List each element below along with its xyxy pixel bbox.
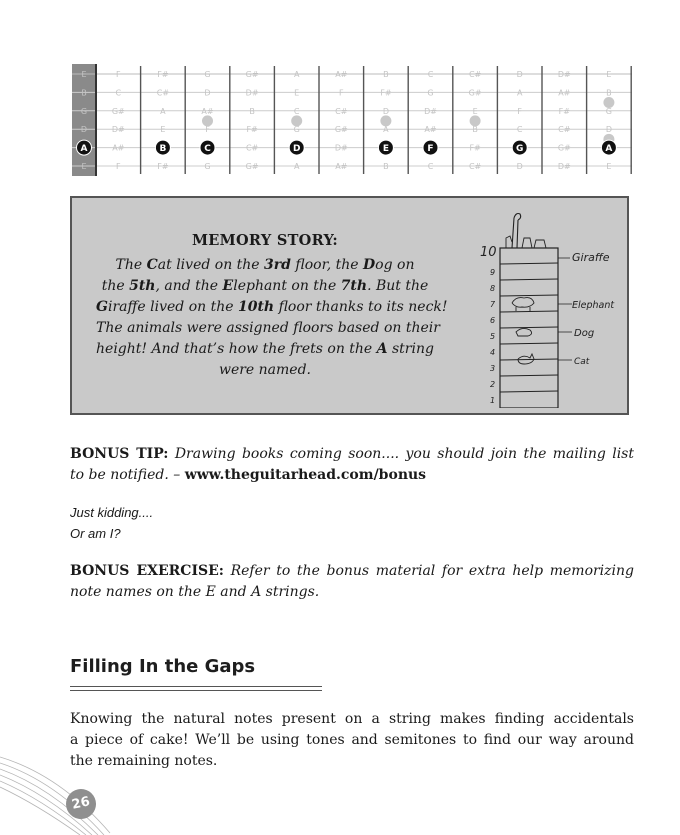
fret-note-label: F bbox=[205, 125, 210, 135]
fret-note-label: C bbox=[516, 125, 523, 135]
open-string-label: G bbox=[80, 106, 88, 116]
fret-note-label: C bbox=[293, 106, 300, 116]
memory-story-line: The Cat lived on the 3rd floor, the Dog on bbox=[115, 257, 415, 273]
fret-note-label: D# bbox=[424, 106, 437, 116]
fret-note-label: F bbox=[115, 162, 121, 171]
fret-note-label: G bbox=[204, 70, 211, 79]
open-string-label: E bbox=[81, 162, 87, 171]
fret-note-label: E bbox=[294, 88, 300, 98]
natural-note-label: G bbox=[516, 143, 524, 154]
bonus-exercise-paragraph bbox=[70, 561, 634, 603]
section-paragraph bbox=[70, 709, 634, 772]
floor-number-label: 10 bbox=[480, 245, 497, 260]
floor-number-label: 8 bbox=[490, 284, 496, 293]
bonus-tip-paragraph bbox=[70, 444, 634, 486]
section-heading: Filling In the Gaps bbox=[70, 656, 256, 677]
fret-note-label: D bbox=[516, 70, 523, 79]
fret-note-label: D# bbox=[334, 143, 348, 153]
fret-note-label: G# bbox=[245, 162, 259, 171]
bonus-exercise-text-line1: Refer to the bonus material for extra help memorizing bbox=[230, 563, 634, 579]
memory-story-line: height! And that’s how the frets on the A string bbox=[96, 341, 434, 357]
bonus-url-link[interactable]: www.theguitarhead.com/bonus bbox=[184, 467, 427, 483]
dog-label: Dog bbox=[574, 328, 595, 339]
memory-story-line: Giraffe lived on the 10th floor thanks to its neck! bbox=[96, 299, 448, 315]
fret-note-label: G bbox=[427, 88, 434, 98]
building-floor-line bbox=[500, 391, 558, 392]
bonus-tip-text-line1: Drawing books coming soon.... you should join the mailing list bbox=[174, 446, 634, 462]
bonus-exercise-label: BONUS EXERCISE: bbox=[70, 563, 224, 579]
fret-note-label: F# bbox=[157, 162, 169, 171]
fret-note-label: D bbox=[382, 106, 389, 116]
fret-note-label: E bbox=[160, 125, 166, 135]
natural-note-label: A bbox=[80, 143, 88, 154]
fret-note-label: D# bbox=[245, 88, 259, 98]
fret-note-label: E bbox=[606, 162, 612, 171]
floor-number-label: 4 bbox=[490, 348, 496, 357]
fret-note-label: E bbox=[606, 70, 612, 79]
fret-note-label: C# bbox=[468, 70, 482, 79]
fret-note-label: C# bbox=[558, 125, 571, 135]
fret-note-label: G# bbox=[557, 143, 571, 153]
section-para-line2: a piece of cake! We’ll be using tones and semitones to find our way around bbox=[70, 732, 634, 748]
fret-note-label: B bbox=[606, 88, 612, 98]
fret-note-label: D# bbox=[557, 162, 571, 171]
fret-note-label: G bbox=[605, 106, 613, 116]
bonus-tip-label: BONUS TIP: bbox=[70, 446, 169, 462]
floor-number-label: 9 bbox=[490, 268, 496, 277]
floor-number-label: 1 bbox=[490, 396, 496, 405]
fret-note-label: G bbox=[293, 125, 300, 135]
cat-label: Cat bbox=[574, 357, 590, 367]
fret-note-label: D bbox=[605, 125, 612, 135]
fret-note-label: D bbox=[204, 88, 211, 98]
fret-note-label: A# bbox=[112, 143, 125, 153]
fret-note-label: C bbox=[115, 88, 122, 98]
fret-note-label: G# bbox=[111, 106, 125, 116]
fret-note-label: C bbox=[427, 70, 434, 79]
fret-note-label: C# bbox=[156, 88, 170, 98]
building-floor-line bbox=[500, 263, 558, 264]
fret-note-label: G# bbox=[334, 125, 348, 135]
natural-note-label: B bbox=[159, 143, 167, 154]
fret-note-label: G# bbox=[468, 88, 482, 98]
fret-note-label: D# bbox=[111, 125, 125, 135]
memory-story-text bbox=[96, 232, 448, 381]
fret-note-label: A bbox=[293, 70, 300, 79]
heading-underline-1 bbox=[70, 686, 322, 687]
open-string-label: D bbox=[80, 125, 88, 135]
fret-note-label: F bbox=[338, 88, 344, 98]
building-floor-line bbox=[500, 327, 558, 328]
building-sketch-illustration bbox=[472, 208, 622, 408]
fretboard-nut bbox=[72, 64, 96, 176]
fret-note-label: F# bbox=[157, 70, 169, 79]
open-string-label: E bbox=[81, 70, 87, 79]
natural-note-label: A bbox=[605, 143, 613, 154]
floor-number-label: 5 bbox=[490, 332, 496, 341]
building-floor-line bbox=[500, 359, 558, 360]
elephant-label: Elephant bbox=[572, 300, 615, 311]
fret-note-label: A# bbox=[335, 70, 348, 79]
memory-story-body bbox=[96, 255, 448, 381]
bonus-exercise-text-line2: note names on the E and A strings. bbox=[70, 584, 320, 600]
fret-note-label: A bbox=[160, 106, 166, 116]
floor-number-label: 7 bbox=[490, 300, 496, 309]
page-number: 26 bbox=[63, 786, 99, 822]
fret-note-label: D# bbox=[557, 70, 571, 79]
building-floor-line bbox=[500, 311, 558, 312]
page-corner-strings-decoration bbox=[0, 755, 120, 835]
fret-note-label: C# bbox=[468, 162, 482, 171]
fret-note-label: F# bbox=[469, 143, 481, 153]
building-floor-line bbox=[500, 279, 558, 280]
section-para-line1: Knowing the natural notes present on a string makes finding accidentals bbox=[70, 711, 634, 727]
kidding-line2: Or am I? bbox=[70, 526, 121, 541]
fret-note-label: A bbox=[516, 88, 523, 98]
fret-note-label: G# bbox=[245, 70, 259, 79]
open-string-label: B bbox=[81, 88, 87, 98]
fret-note-label: B bbox=[383, 162, 389, 171]
fret-note-label: G bbox=[204, 162, 211, 171]
fret-note-label: A# bbox=[558, 88, 571, 98]
heading-underline-2 bbox=[70, 690, 322, 691]
fret-note-label: B bbox=[383, 70, 389, 79]
fret-note-label: B bbox=[472, 125, 478, 135]
kidding-note bbox=[70, 502, 634, 544]
floor-number-label: 2 bbox=[490, 380, 496, 389]
memory-story-title: MEMORY STORY: bbox=[191, 232, 339, 249]
building-floor-line bbox=[500, 375, 558, 376]
natural-note-label: C bbox=[204, 143, 211, 154]
fret-note-label: A bbox=[383, 125, 389, 135]
fret-note-label: F bbox=[517, 106, 523, 116]
fret-note-label: A# bbox=[335, 162, 348, 171]
floor-number-label: 6 bbox=[490, 316, 496, 325]
fret-note-label: A bbox=[293, 162, 300, 171]
building-floor-line bbox=[500, 343, 558, 344]
giraffe-label: Giraffe bbox=[572, 251, 610, 264]
fret-note-label: C# bbox=[335, 106, 348, 116]
fret-note-label: C bbox=[427, 162, 434, 171]
memory-story-line: the 5th, and the Elephant on the 7th. But the bbox=[101, 278, 429, 294]
fret-note-label: C# bbox=[245, 143, 259, 153]
fret-note-label: B bbox=[249, 106, 255, 116]
natural-note-label: E bbox=[382, 143, 389, 154]
fretboard-diagram bbox=[72, 64, 632, 176]
memory-story-box bbox=[70, 196, 629, 415]
floor-number-label: 3 bbox=[490, 364, 496, 373]
natural-note-label: D bbox=[292, 143, 301, 154]
fret-note-label: A# bbox=[424, 125, 437, 135]
bonus-tip-text-line2: to be notified. – bbox=[70, 467, 181, 483]
memory-story-line: The animals were assigned floors based on their bbox=[96, 320, 440, 336]
fret-note-label: F# bbox=[380, 88, 392, 98]
natural-note-label: F bbox=[427, 143, 434, 154]
fret-note-label: F bbox=[115, 70, 121, 79]
fret-note-label: A# bbox=[201, 106, 214, 116]
memory-story-line: were named. bbox=[218, 362, 312, 378]
fret-note-label: F# bbox=[558, 106, 570, 116]
building-floor-line bbox=[500, 295, 558, 296]
fret-note-label: F# bbox=[246, 125, 258, 135]
fret-note-label: E bbox=[472, 106, 478, 116]
section-para-line3: the remaining notes. bbox=[70, 753, 218, 769]
kidding-line1: Just kidding.... bbox=[70, 505, 154, 520]
fret-note-label: D bbox=[516, 162, 523, 171]
